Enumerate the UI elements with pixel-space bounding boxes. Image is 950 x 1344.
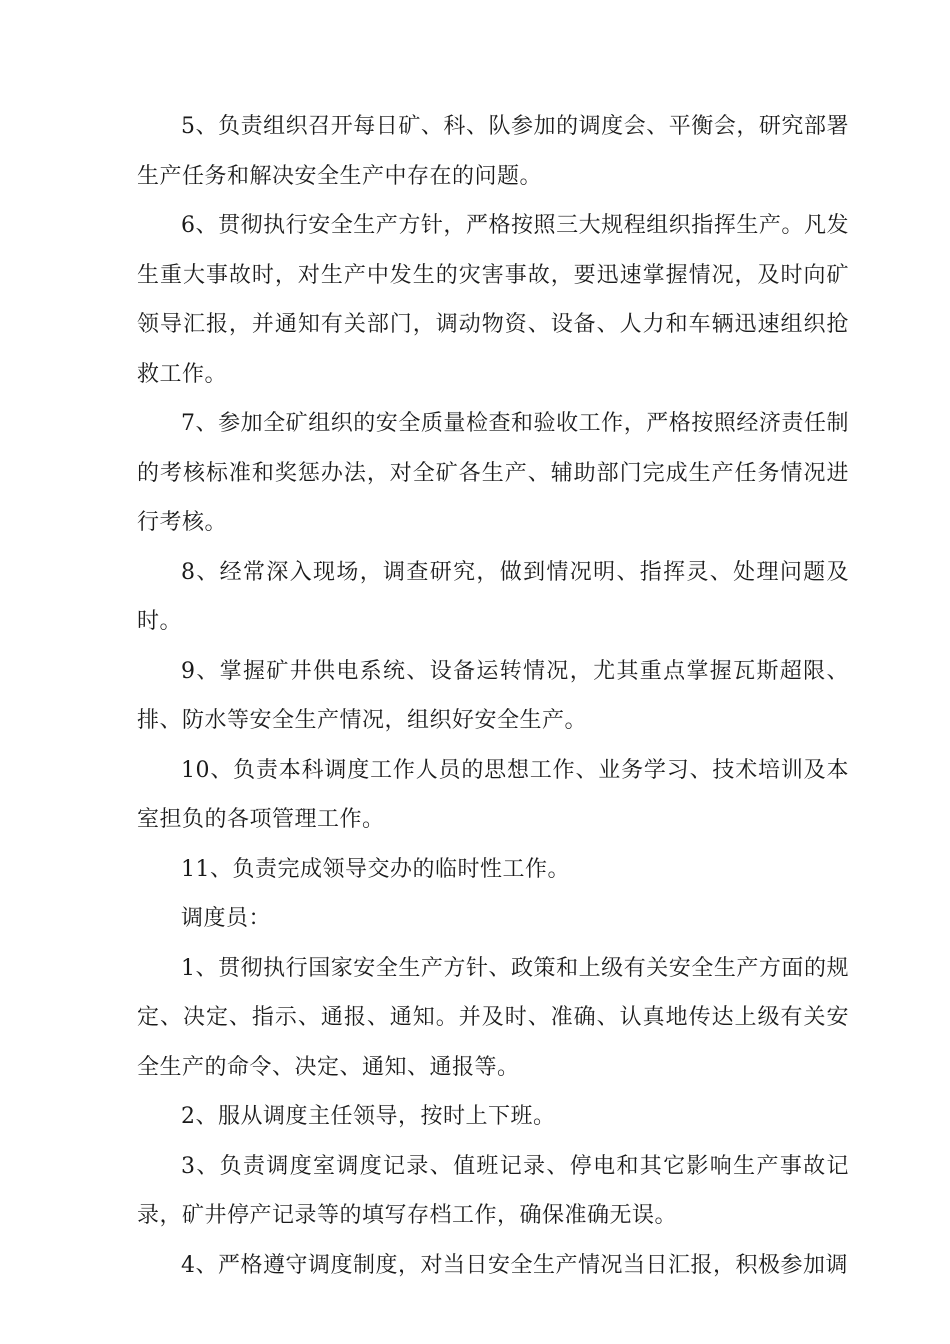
paragraph-dispatcher-item-4: 4、严格遵守调度制度，对当日安全生产情况当日汇报，积极参加调 (181, 1252, 848, 1278)
paragraph-dispatcher-item-2: 2、服从调度主任领导，按时上下班。 (181, 1104, 556, 1129)
paragraph-item-9: 9、掌握矿井供电系统、设备运转情况，尤其重点掌握瓦斯超限、排、防水等安全生产情况，组织好安全生产。 (137, 658, 849, 733)
paragraph-dispatcher-item-1: 1、贯彻执行国家安全生产方针、政策和上级有关安全生产方面的规定、决定、指示、通报、通知。并及时、准确、认真地传达上级有关安全生产的命令、决定、通知、通报等。 (137, 955, 849, 1080)
section-heading-dispatcher: 调度员： (181, 906, 272, 931)
paragraph-dispatcher-item-3: 3、负责调度室调度记录、值班记录、停电和其它影响生产事故记录，矿井停产记录等的填写存档工作，确保准确无误。 (137, 1153, 849, 1228)
paragraph-item-8: 8、经常深入现场，调查研究，做到情况明、指挥灵、处理问题及时。 (137, 559, 849, 634)
paragraph-item-11: 11、负责完成领导交办的临时性工作。 (181, 856, 570, 882)
paragraph-item-10: 10、负责本科调度工作人员的思想工作、业务学习、技术培训及本室担负的各项管理工作。 (137, 757, 849, 832)
paragraph-item-6: 6、贯彻执行安全生产方针，严格按照三大规程组织指挥生产。凡发生重大事故时，对生产中发生的灾害事故，要迅速掌握情况，及时向矿领导汇报，并通知有关部门，调动物资、设备、人力和车辆迅速组织抢救工作。 (137, 213, 849, 387)
paragraph-item-7: 7、参加全矿组织的安全质量检查和验收工作，严格按照经济责任制的考核标准和奖惩办法，对全矿各生产、辅助部门完成生产任务情况进行考核。 (137, 411, 849, 535)
paragraph-item-5: 5、负责组织召开每日矿、科、队参加的调度会、平衡会，研究部署生产任务和解决安全生产中存在的问题。 (137, 114, 849, 189)
document-body (137, 102, 849, 1290)
